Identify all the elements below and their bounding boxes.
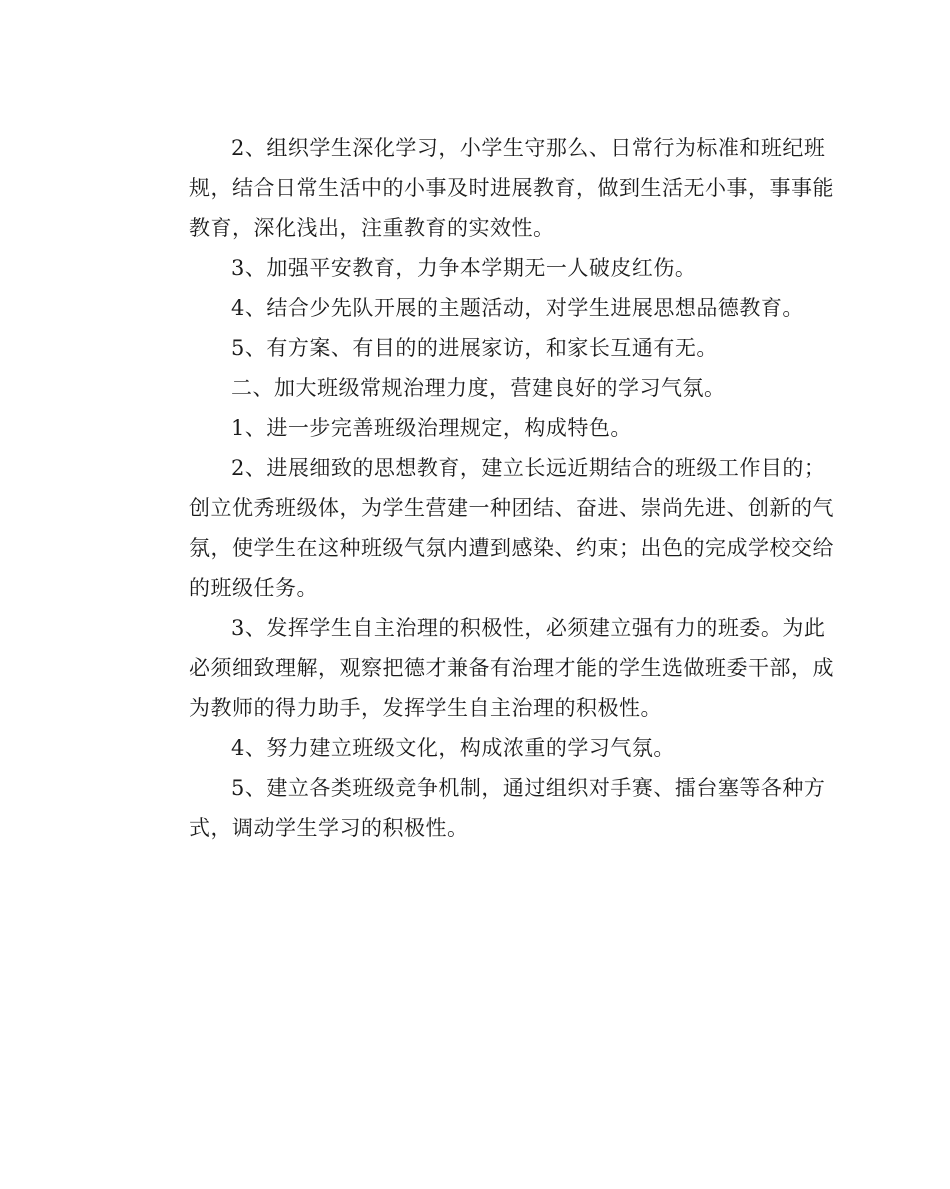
- text-line: 2、组织学生深化学习，小学生守那么、日常行为标准和班纪班: [231, 136, 826, 160]
- paragraph-10: [147, 768, 826, 848]
- text-line: 5、建立各类班级竞争机制，通过组织对手赛、擂台塞等各种方: [231, 776, 826, 800]
- text-line: 氛，使学生在这种班级气氛内遭到感染、约束；出色的完成学校交给: [189, 536, 834, 560]
- paragraph-9: [147, 728, 807, 768]
- text-line: 式，调动学生学习的积极性。: [189, 816, 469, 840]
- paragraph-2: [147, 248, 807, 288]
- text-line: 4、结合少先队开展的主题活动，对学生进展思想品德教育。: [231, 296, 804, 320]
- text-line: 3、发挥学生自主治理的积极性，必须建立强有力的班委。为此: [231, 616, 826, 640]
- document-body: [147, 128, 834, 848]
- text-line: 5、有方案、有目的的进展家访，和家长互通有无。: [231, 336, 718, 360]
- text-line: 的班级任务。: [189, 576, 318, 600]
- paragraph-3: [147, 288, 807, 328]
- text-line: 2、进展细致的思想教育，建立长远近期结合的班级工作目的；: [231, 456, 826, 480]
- text-line: 为教师的得力助手，发挥学生自主治理的积极性。: [189, 696, 662, 720]
- text-line: 创立优秀班级体，为学生营建一种团结、奋进、崇尚先进、创新的气: [189, 496, 834, 520]
- paragraph-4: [147, 328, 807, 368]
- text-line: 4、努力建立班级文化，构成浓重的学习气氛。: [231, 736, 675, 760]
- text-line: 1、进一步完善班级治理规定，构成特色。: [231, 416, 632, 440]
- paragraph-7: [147, 448, 834, 608]
- text-line: 教育，深化浅出，注重教育的实效性。: [189, 216, 555, 240]
- text-line: 必须细致理解，观察把德才兼备有治理才能的学生选做班委干部，成: [189, 656, 834, 680]
- paragraph-8: [147, 608, 834, 728]
- paragraph-6: [147, 408, 807, 448]
- text-line: 3、加强平安教育，力争本学期无一人破皮红伤。: [231, 256, 697, 280]
- text-line: 规，结合日常生活中的小事及时进展教育，做到生活无小事，事事能: [189, 176, 834, 200]
- section-heading: [147, 368, 807, 408]
- text-line: 二、加大班级常规治理力度，营建良好的学习气氛。: [231, 376, 726, 400]
- paragraph-1: [147, 128, 834, 248]
